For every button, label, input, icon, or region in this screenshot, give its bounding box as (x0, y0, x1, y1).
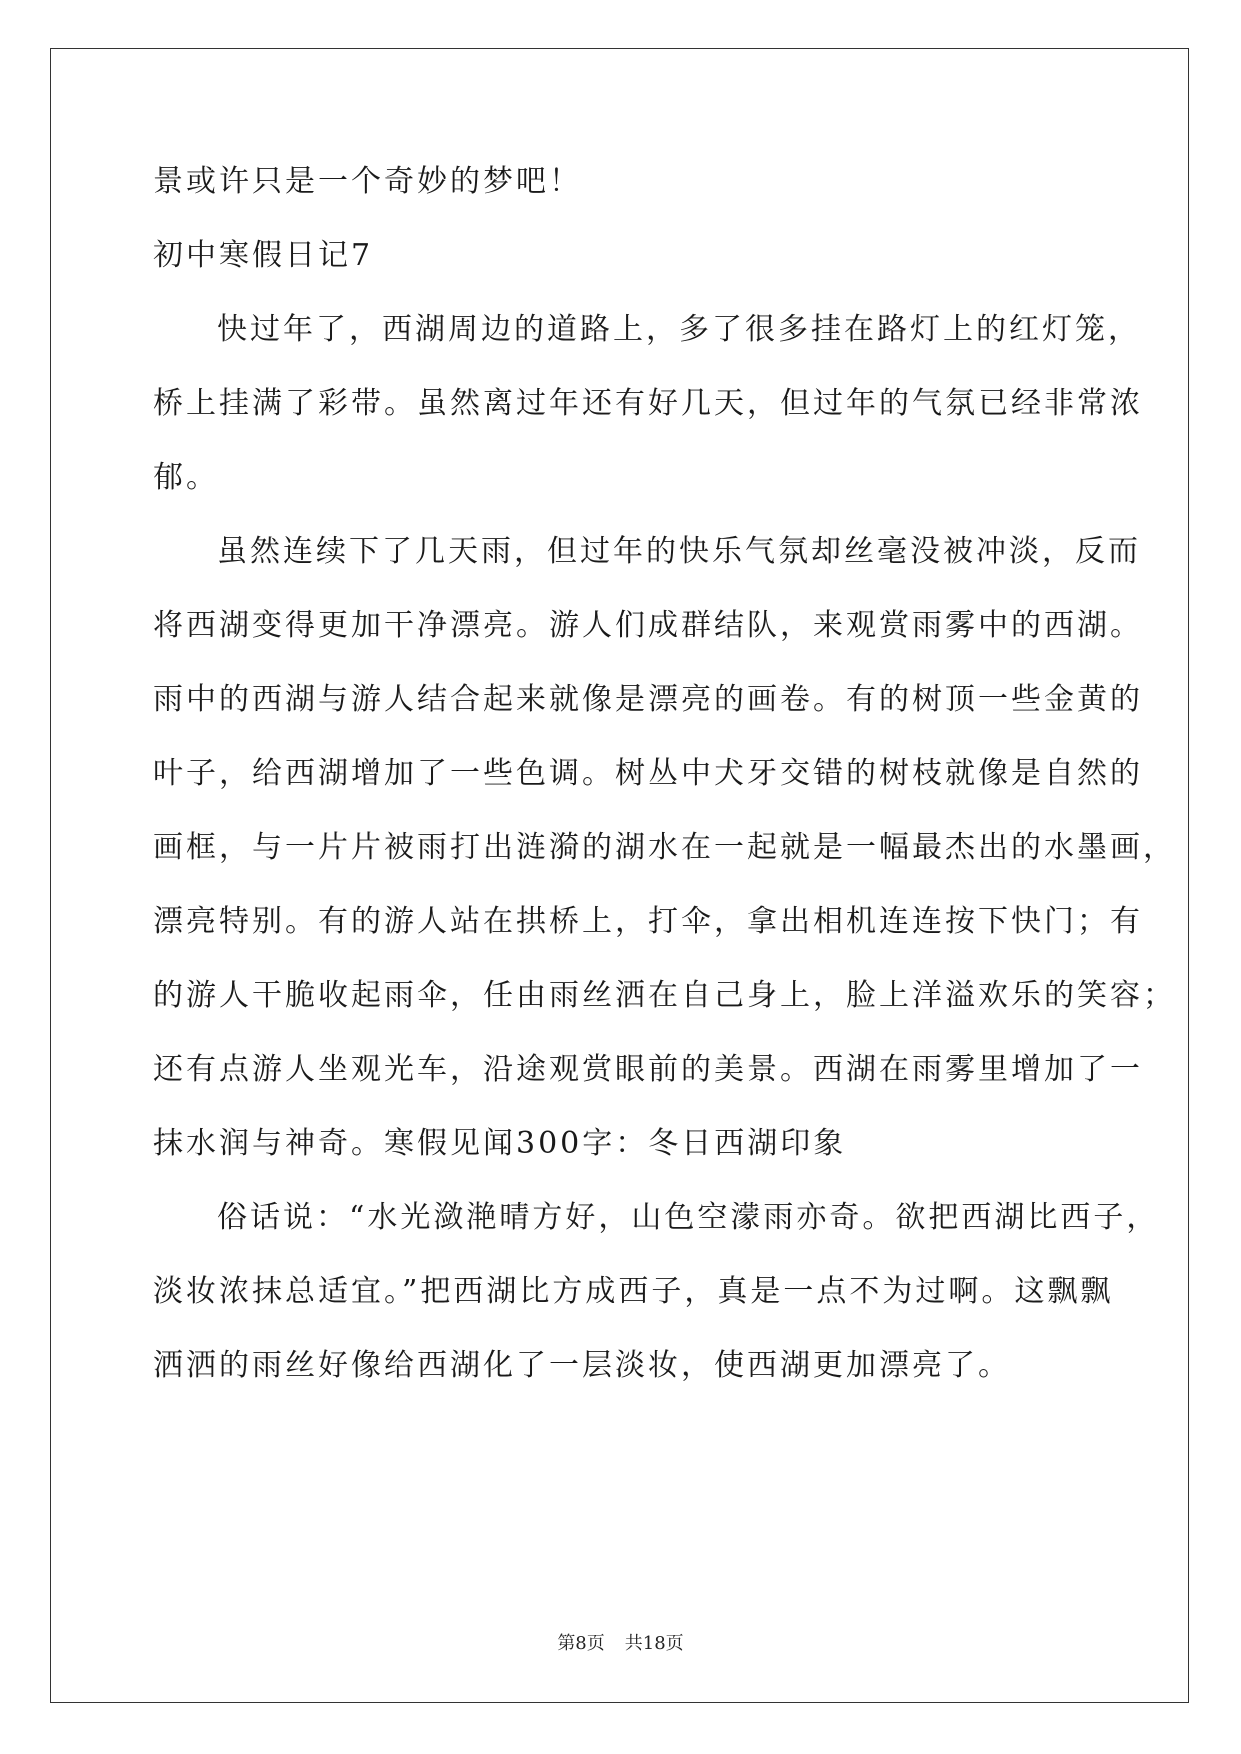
paragraph-line: 快过年了，西湖周边的道路上，多了很多挂在路灯上的红灯笼， (217, 312, 1141, 347)
paragraph-line: 的游人干脆收起雨伞，任由雨丝洒在自己身上，脸上洋溢欢乐的笑容； (153, 978, 1176, 1013)
paragraph-line: 虽然连续下了几天雨，但过年的快乐气氛却丝毫没被冲淡，反而 (217, 534, 1141, 569)
paragraph-line: 俗话说：“水光潋滟晴方好，山色空濛雨亦奇。欲把西湖比西子， (217, 1200, 1160, 1235)
paragraph-line: 雨中的西湖与游人结合起来就像是漂亮的画卷。有的树顶一些金黄的 (153, 682, 1143, 717)
paragraph-line: 淡妆浓抹总适宜。”把西湖比方成西子，真是一点不为过啊。这飘飘 (153, 1274, 1114, 1309)
paragraph-line: 还有点游人坐观光车，沿途观赏眼前的美景。西湖在雨雾里增加了一 (153, 1052, 1143, 1087)
paragraph-line: 桥上挂满了彩带。虽然离过年还有好几天，但过年的气氛已经非常浓 (153, 386, 1143, 421)
document-body (153, 162, 1176, 1420)
page-number-current: 第8页 (557, 1633, 605, 1654)
paragraph-line: 抹水润与神奇。寒假见闻300字：冬日西湖印象 (153, 1126, 847, 1161)
page-number-total: 共18页 (624, 1633, 684, 1654)
page-footer (0, 1632, 1241, 1656)
paragraph-line: 画框，与一片片被雨打出涟漪的湖水在一起就是一幅最杰出的水墨画， (153, 830, 1176, 865)
paragraph-line: 将西湖变得更加干净漂亮。游人们成群结队，来观赏雨雾中的西湖。 (153, 608, 1143, 643)
text-line: 景或许只是一个奇妙的梦吧！ (153, 164, 582, 199)
paragraph-line: 洒洒的雨丝好像给西湖化了一层淡妆，使西湖更加漂亮了。 (153, 1348, 1011, 1383)
section-heading: 初中寒假日记7 (153, 238, 374, 273)
paragraph-line: 郁。 (153, 460, 219, 495)
paragraph-line: 漂亮特别。有的游人站在拱桥上，打伞，拿出相机连连按下快门；有 (153, 904, 1143, 939)
paragraph-line: 叶子，给西湖增加了一些色调。树丛中犬牙交错的树枝就像是自然的 (153, 756, 1143, 791)
